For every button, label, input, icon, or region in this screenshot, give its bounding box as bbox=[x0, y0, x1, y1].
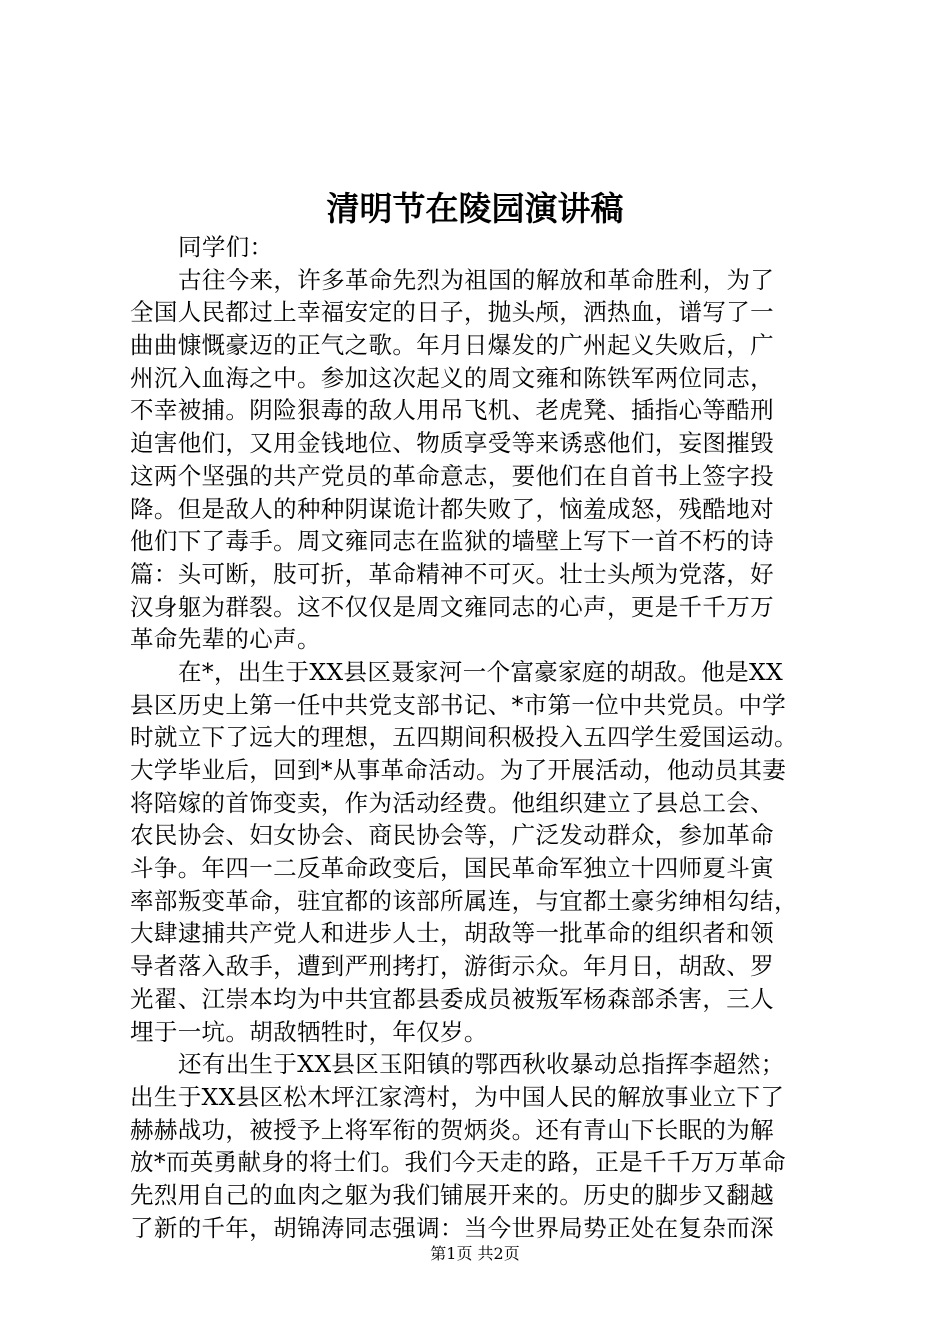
text-line: 将陪嫁的首饰变卖，作为活动经费。他组织建立了县总工会、 bbox=[130, 788, 774, 817]
text-line: 赫赫战功，被授予上将军衔的贺炳炎。还有青山下长眠的为解 bbox=[130, 1115, 774, 1144]
text-line: 革命先辈的心声。 bbox=[130, 625, 321, 654]
text-line: 降。但是敌人的种种阴谋诡计都失败了，恼羞成怒，残酷地对 bbox=[130, 494, 774, 523]
text-line: 同学们： bbox=[178, 233, 274, 261]
text-line: 汉身躯为群裂。这不仅仅是周文雍同志的心声，更是千千万万 bbox=[130, 592, 774, 621]
text-line: 出生于XX县区松木坪江家湾村，为中国人民的解放事业立下了 bbox=[130, 1082, 785, 1111]
text-line: 了新的千年，胡锦涛同志强调：当今世界局势正处在复杂而深 bbox=[130, 1213, 774, 1242]
text-line: 时就立下了远大的理想，五四期间积极投入五四学生爱国运动。 bbox=[130, 723, 798, 752]
text-line: 埋于一坑。胡敌牺牲时，年仅岁。 bbox=[130, 1017, 488, 1046]
text-line: 州沉入血海之中。参加这次起义的周文雍和陈铁军两位同志， bbox=[130, 363, 774, 392]
text-line: 农民协会、妇女协会、商民协会等，广泛发动群众，参加革命 bbox=[130, 821, 774, 850]
text-line: 大肆逮捕共产党人和进步人士，胡敌等一批革命的组织者和领 bbox=[130, 919, 774, 948]
text-line: 古往今来，许多革命先烈为祖国的解放和革命胜利，为了 bbox=[178, 265, 775, 294]
text-line: 斗争。年四一二反革命政变后，国民革命军独立十四师夏斗寅 bbox=[130, 854, 774, 883]
text-line: 还有出生于XX县区玉阳镇的鄂西秋收暴动总指挥李超然； bbox=[178, 1050, 785, 1079]
text-line: 全国人民都过上幸福安定的日子，抛头颅，洒热血，谱写了一 bbox=[130, 298, 774, 327]
document-body bbox=[130, 231, 830, 1244]
text-line: 迫害他们，又用金钱地位、物质享受等来诱惑他们，妄图摧毁 bbox=[130, 429, 774, 458]
document-title: 清明节在陵园演讲稿 bbox=[326, 189, 624, 228]
text-line: 曲曲慷慨豪迈的正气之歌。年月日爆发的广州起义失败后，广 bbox=[130, 331, 774, 360]
text-line: 他们下了毒手。周文雍同志在监狱的墙壁上写下一首不朽的诗 bbox=[130, 527, 774, 556]
text-line: 放*而英勇献身的将士们。我们今天走的路，正是千千万万革命 bbox=[130, 1148, 787, 1177]
text-line: 这两个坚强的共产党员的革命意志，要他们在自首书上签字投 bbox=[130, 461, 774, 490]
text-line: 县区历史上第一任中共党支部书记、*市第一位中共党员。中学 bbox=[130, 690, 787, 719]
page-indicator: 第1页 共2页 bbox=[430, 1244, 520, 1263]
text-line: 大学毕业后，回到*从事革命活动。为了开展活动，他动员其妻 bbox=[130, 756, 787, 784]
text-line: 先烈用自己的血肉之躯为我们铺展开来的。历史的脚步又翻越 bbox=[130, 1180, 774, 1209]
text-line: 不幸被捕。阴险狠毒的敌人用吊飞机、老虎凳、插指心等酷刑 bbox=[130, 396, 774, 425]
text-line: 篇：头可断，肢可折，革命精神不可灭。壮士头颅为党落，好 bbox=[130, 559, 774, 588]
text-line: 导者落入敌手，遭到严刑拷打，游街示众。年月日，胡敌、罗 bbox=[130, 952, 774, 981]
text-line: 率部叛变革命，驻宜都的该部所属连，与宜都土豪劣绅相勾结， bbox=[130, 886, 798, 915]
text-line: 在*，出生于XX县区聂家河一个富豪家庭的胡敌。他是XX bbox=[178, 657, 784, 686]
text-line: 光翟、江崇本均为中共宜都县委成员被叛军杨森部杀害，三人 bbox=[130, 984, 774, 1013]
